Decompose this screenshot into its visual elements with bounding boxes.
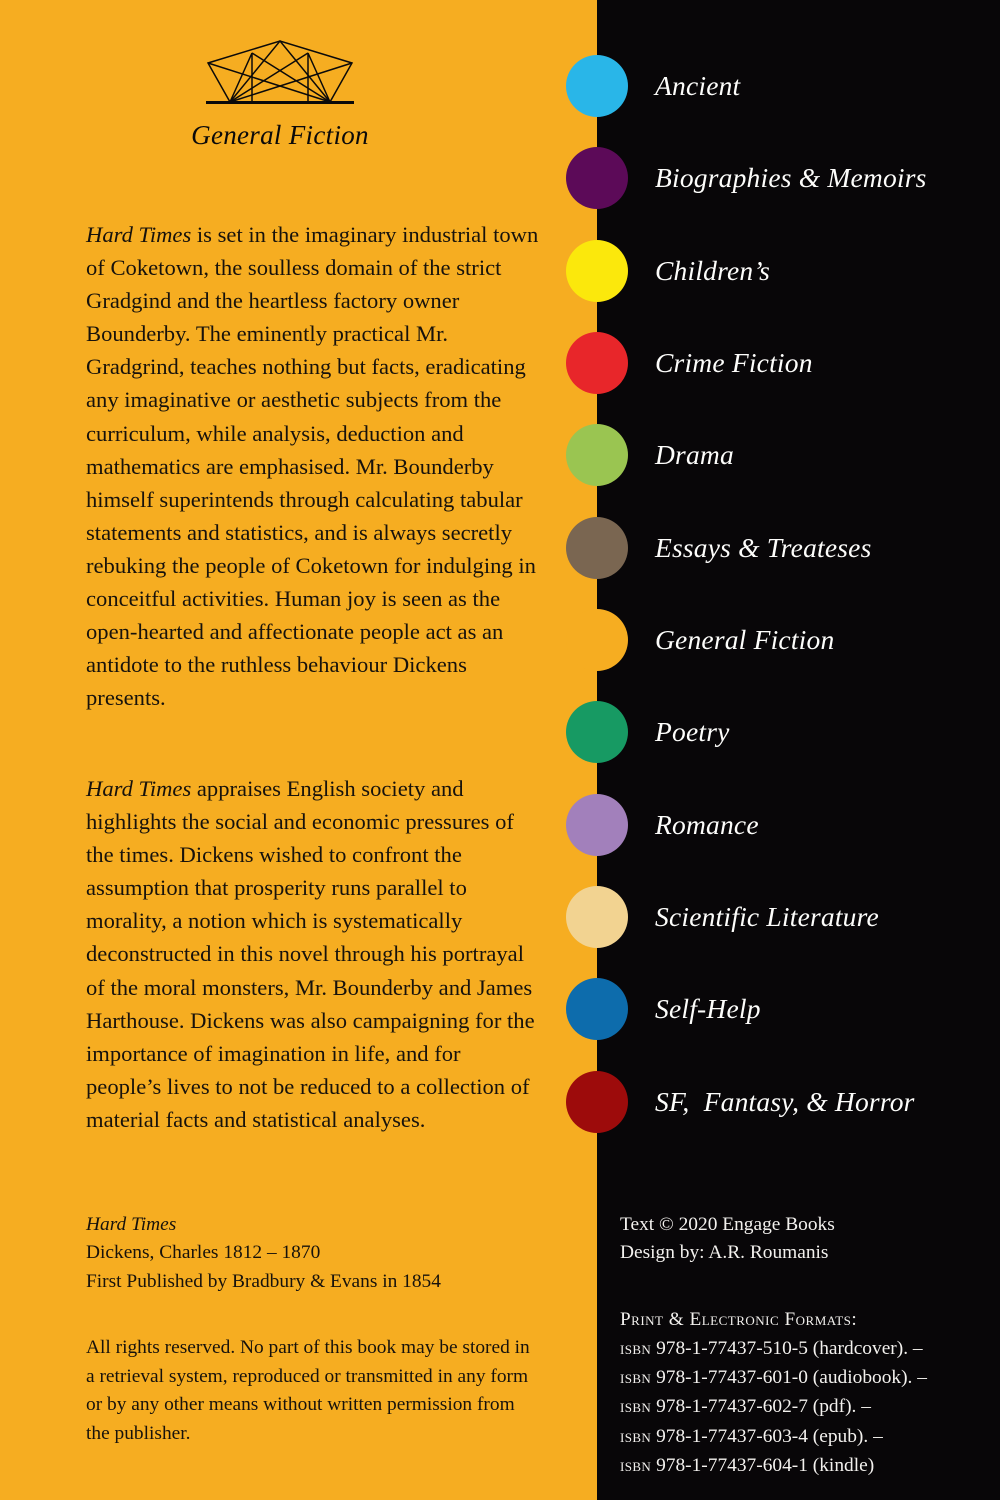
genre-row[interactable] [0, 978, 1000, 1042]
genre-label: Self-Help [655, 993, 761, 1024]
isbn-prefix: isbn [620, 1425, 652, 1446]
genre-color-dot [566, 55, 628, 117]
isbn-prefix: isbn [620, 1367, 652, 1388]
genre-row[interactable] [0, 147, 1000, 211]
genre-label: Crime Fiction [655, 347, 813, 378]
genre-color-dot [566, 424, 628, 486]
genre-row[interactable] [0, 886, 1000, 950]
genre-label: SF, Fantasy, & Horror [655, 1086, 915, 1117]
isbn-line [620, 1422, 995, 1451]
imprint-block [86, 1211, 556, 1296]
blurb-1-title: Hard Times [86, 222, 192, 247]
genre-label: General Fiction [655, 624, 835, 655]
formats-block [620, 1306, 995, 1480]
genre-row[interactable] [0, 424, 1000, 488]
genre-color-dot [566, 794, 628, 856]
isbn-value: 978-1-77437-603-4 (epub). – [651, 1425, 883, 1447]
credits-designer: Design by: A.R. Roumanis [620, 1242, 829, 1264]
genre-color-dot [566, 147, 628, 209]
rights-statement: All rights reserved. No part of this book may be stored in a retrieval system, reproduced or transmitted in any form or by any other means without written permission from the publisher. [86, 1337, 530, 1444]
isbn-line [620, 1451, 995, 1480]
genre-row[interactable] [0, 517, 1000, 581]
isbn-value: 978-1-77437-510-5 (hardcover). – [651, 1338, 923, 1359]
isbn-line [620, 1334, 995, 1363]
genre-color-dot [566, 332, 628, 394]
genre-color-dot [566, 240, 628, 302]
genre-color-dot [566, 517, 628, 579]
credits-text-copyright: Text © 2020 Engage Books [620, 1214, 835, 1235]
isbn-prefix: isbn [620, 1454, 652, 1475]
genre-row[interactable] [0, 701, 1000, 765]
genre-row[interactable] [0, 55, 1000, 119]
genre-label: Romance [655, 809, 759, 840]
genre-color-dot [566, 701, 628, 763]
logo-label: General Fiction [191, 120, 369, 150]
isbn-line [620, 1363, 995, 1392]
imprint-publication: First Published by Bradbury & Evans in 1854 [86, 1270, 441, 1292]
genre-color-dot [566, 886, 628, 948]
formats-title: Print & Electronic Formats: [620, 1309, 858, 1330]
isbn-value: 978-1-77437-604-1 (kindle) [651, 1454, 875, 1476]
imprint-title: Hard Times [86, 1214, 177, 1235]
isbn-line [620, 1392, 995, 1421]
genre-label: Drama [655, 439, 734, 470]
genre-color-dot [566, 609, 628, 671]
blurb-2-title: Hard Times [86, 776, 192, 801]
isbn-value: 978-1-77437-601-0 (audiobook). – [651, 1367, 927, 1389]
genre-color-dot [566, 1071, 628, 1133]
isbn-value: 978-1-77437-602-7 (pdf). – [651, 1396, 871, 1418]
genre-row[interactable] [0, 1071, 1000, 1135]
credits-block [620, 1211, 990, 1268]
genre-row[interactable] [0, 332, 1000, 396]
blurb-2-body: appraises English society and highlights the social and economic pressures of the times. Dickens wished to confront the assumption that prosperity runs parallel to morality, a notion which is systematically deconstructed in this novel through his portrayal of the moral monsters, Mr. Bounderby and James Harthouse. Dickens was also campaigning for the importance of imagination in life, and for people’s lives to not be reduced to a collection of material facts and statistical analyses. [86, 776, 535, 1132]
blurb-1-body: is set in the imaginary industrial town of Coketown, the soulless domain of the strict Gradgind and the heartless factory owner Bounderby. The eminently practical Mr. Gradgrind, teaches nothing but facts, eradicating any imaginative or aesthetic subjects from the curriculum, while analysis, deduction and mathematics are emphasised. Mr. Bounderby himself superintends through calculating tabular statements and statistics, and is always secretly rebuking the people of Coketown for indulging in conceitful activities. Human joy is seen as the open-hearted and affectionate people act as an antidote to the ruthless behaviour Dickens presents. [86, 222, 539, 711]
genre-label: Ancient [655, 70, 741, 101]
genre-label: Scientific Literature [655, 901, 879, 932]
genre-label: Biographies & Memoirs [655, 162, 927, 193]
genre-label: Children’s [655, 255, 771, 286]
genre-row[interactable] [0, 609, 1000, 673]
genre-row[interactable] [0, 794, 1000, 858]
genre-row[interactable] [0, 240, 1000, 304]
imprint-author: Dickens, Charles 1812 – 1870 [86, 1242, 321, 1264]
isbn-prefix: isbn [620, 1338, 652, 1358]
genre-color-dot [566, 978, 628, 1040]
genre-label: Essays & Treateses [655, 532, 872, 563]
genre-label: Poetry [655, 716, 730, 747]
isbn-prefix: isbn [620, 1396, 652, 1417]
